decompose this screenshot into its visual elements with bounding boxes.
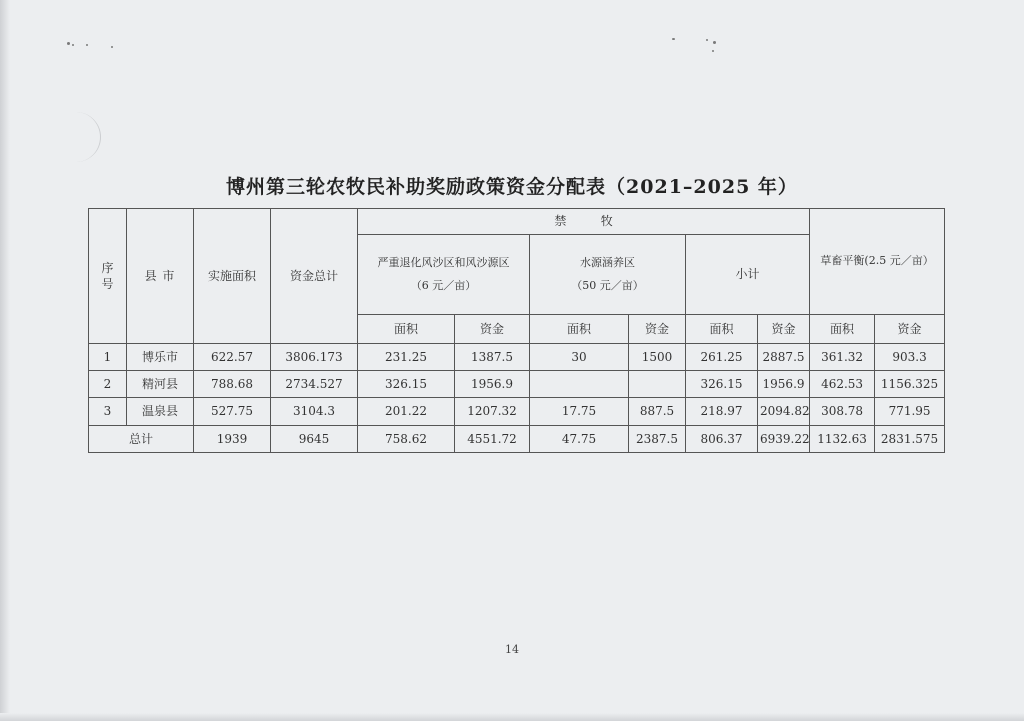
total-severe-fund: 4551.72 [455,426,530,453]
total-area: 1939 [194,426,271,453]
header-water-zone [530,235,686,315]
cell-water-area: 30 [530,344,629,371]
table-row [89,398,945,426]
water-zone-rate: （50 元／亩） [571,278,644,292]
scan-speck [672,38,675,40]
cell-subtotal-fund: 1956.9 [758,371,810,398]
scan-speck [713,41,716,44]
cell-subtotal-fund: 2094.82 [758,398,810,426]
cell-county: 博乐市 [127,344,194,371]
cell-county: 温泉县 [127,398,194,426]
cell-severe-fund: 1956.9 [455,371,530,398]
total-water-fund: 2387.5 [629,426,686,453]
cell-seq: 1 [89,344,127,371]
cell-area: 622.57 [194,344,271,371]
header-severe-zone [358,235,530,315]
subheader-area: 面积 [686,315,758,344]
page-edge-shadow [0,0,10,721]
cell-subtotal-area: 218.97 [686,398,758,426]
header-county: 县 市 [127,209,194,344]
cell-water-fund: 1500 [629,344,686,371]
cell-area: 527.75 [194,398,271,426]
cell-balance-area: 308.78 [810,398,875,426]
cell-area: 788.68 [194,371,271,398]
severe-zone-label: 严重退化风沙区和风沙源区 [377,255,510,269]
scan-speck [86,44,88,46]
total-label: 总计 [89,426,194,453]
scan-speck [111,46,113,48]
cell-severe-fund: 1387.5 [455,344,530,371]
cell-county: 精河县 [127,371,194,398]
cell-balance-fund: 771.95 [875,398,945,426]
page-bottom-shadow [0,713,1024,721]
document-title: 博州第三轮农牧民补助奖励政策资金分配表（2021–2025 年） [226,176,798,198]
header-area-impl: 实施面积 [194,209,271,344]
table-row [89,344,945,371]
total-severe-area: 758.62 [358,426,455,453]
cell-balance-area: 462.53 [810,371,875,398]
cell-total: 3806.173 [271,344,358,371]
total-balance-area: 1132.63 [810,426,875,453]
cell-severe-area: 231.25 [358,344,455,371]
cell-water-area: 17.75 [530,398,629,426]
cell-balance-fund: 1156.325 [875,371,945,398]
allocation-table [88,208,945,453]
cell-water-area [530,371,629,398]
cell-severe-area: 201.22 [358,398,455,426]
total-water-area: 47.75 [530,426,629,453]
cell-subtotal-fund: 2887.5 [758,344,810,371]
cell-subtotal-area: 261.25 [686,344,758,371]
cell-severe-fund: 1207.32 [455,398,530,426]
total-balance-fund: 2831.575 [875,426,945,453]
subheader-fund: 资金 [629,315,686,344]
subheader-area: 面积 [358,315,455,344]
cell-subtotal-area: 326.15 [686,371,758,398]
cell-total: 2734.527 [271,371,358,398]
header-balance: 草畜平衡(2.5 元／亩） [810,209,945,315]
total-subtotal-fund: 6939.22 [758,426,810,453]
severe-zone-rate: （6 元／亩） [410,278,477,292]
cell-severe-area: 326.15 [358,371,455,398]
page-number: 14 [505,643,519,656]
header-subtotal: 小计 [686,235,810,315]
table-row [89,371,945,398]
total-total: 9645 [271,426,358,453]
total-row [89,426,945,453]
cell-total: 3104.3 [271,398,358,426]
cell-balance-area: 361.32 [810,344,875,371]
subheader-fund: 资金 [455,315,530,344]
subheader-fund: 资金 [758,315,810,344]
cell-seq: 3 [89,398,127,426]
water-zone-label: 水源涵养区 [580,255,635,269]
subheader-area: 面积 [530,315,629,344]
total-subtotal-area: 806.37 [686,426,758,453]
cell-seq: 2 [89,371,127,398]
scan-speck [67,42,70,45]
header-fund-total: 资金总计 [271,209,358,344]
scan-speck [706,39,708,41]
cell-balance-fund: 903.3 [875,344,945,371]
header-grazing-ban: 禁 牧 [358,209,810,235]
scan-speck [712,50,714,52]
subheader-area: 面积 [810,315,875,344]
scan-mark [60,112,101,162]
scan-speck [72,44,74,46]
cell-water-fund: 887.5 [629,398,686,426]
cell-water-fund [629,371,686,398]
header-seq: 序 号 [89,209,127,344]
subheader-fund: 资金 [875,315,945,344]
